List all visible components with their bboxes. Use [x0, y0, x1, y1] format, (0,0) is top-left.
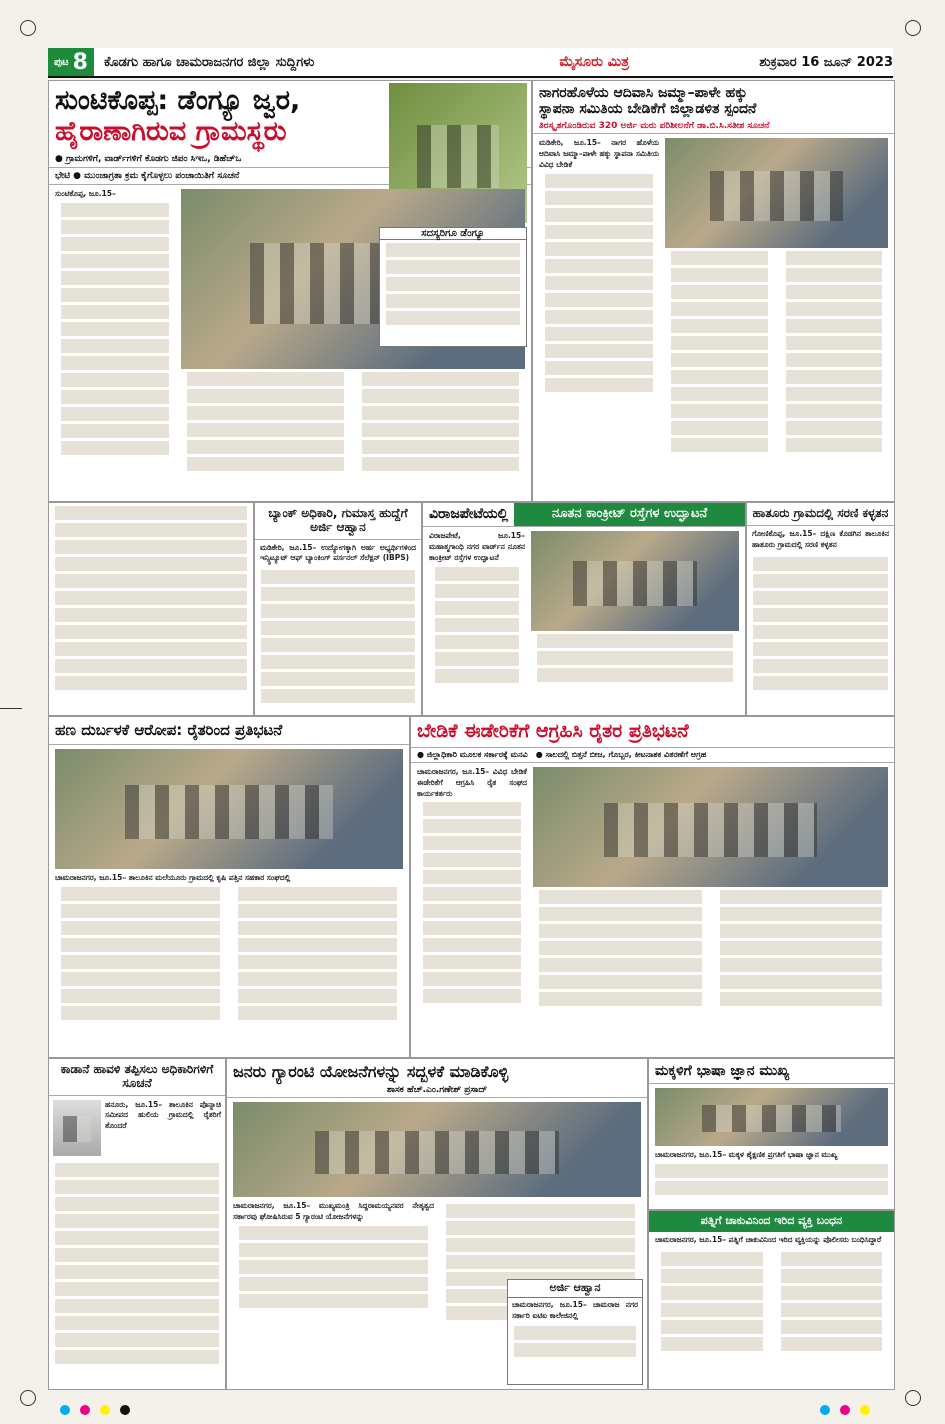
notice-dateline: ಚಾಮರಾಜನಗರ, ಜೂ.15– ಚಾಮರಾಜ ನಗರ ಸರ್ಕಾರಿ ಐಟಿಐ ಕಾಲೇಜಿನಲ್ಲಿ [512, 1299, 638, 1320]
color-swatch [840, 1405, 850, 1415]
headline-part-b: ಹೈರಾಣಾಗಿರುವ ಗ್ರಾಮಸ್ಥರು [55, 116, 287, 148]
portrait-photo [53, 1100, 101, 1156]
article-dateline: ಸುಂಟಿಕೊಪ್ಪ, ಜೂ.15– [55, 189, 116, 199]
notice-heading: ಅರ್ಜಿ ಆಹ್ವಾನ [508, 1280, 642, 1298]
article-headline: ಬೇಡಿಕೆ ಈಡೇರಿಕೆಗೆ ಆಗ್ರಹಿಸಿ ರೈತರ ಪ್ರತಿಭಟನೆ [411, 717, 894, 748]
color-swatch [120, 1405, 130, 1415]
article-headline: ಪತ್ನಿಗೆ ಚಾಕುವಿನಿಂದ ಇರಿದ ವ್ಯಕ್ತಿ ಬಂಧನ [649, 1211, 894, 1232]
crop-line [0, 708, 22, 709]
color-swatch [860, 1405, 870, 1415]
article-dateline: ಚಾಮರಾಜನಗರ, ಜೂ.15– ಮಕ್ಕಳ ಶೈಕ್ಷಣಿಕ ಪ್ರಗತಿಗೆ ಭಾಷಾ ಜ್ಞಾನ ಮುಖ್ಯ [655, 1150, 838, 1160]
bullet-line: ● ಸಾಲದಲ್ಲಿ ಬಿತ್ತನೆ ಬೀಜ, ಗೊಬ್ಬರ, ಕೀಟನಾಶಕ ವಿತರಣೆಗೆ ಆಗ್ರಹ [535, 749, 707, 759]
article-headline: ಜನರು ಗ್ಯಾರಂಟಿ ಯೋಜನೆಗಳನ್ನು ಸದ್ಬಳಕೆ ಮಾಡಿಕೊಳ್ಳಿ [233, 1062, 509, 1081]
article-farmer-protest [410, 716, 895, 1058]
inset-heading: ಸದಸ್ಯರಿಗೂ ಡೆಂಗ್ಯೂ [380, 228, 526, 240]
headline-part-b: ನೂತನ ಕಾಂಕ್ರೀಟ್ ರಸ್ತೆಗಳ ಉದ್ಘಾಟನೆ [514, 503, 745, 526]
school-photo [655, 1088, 888, 1146]
article-headline: ಬ್ಯಾಂಕ್ ಅಧಿಕಾರಿ, ಗುಮಾಸ್ತ ಹುದ್ದೆಗೆ ಅರ್ಜಿ ಆಹ್ವಾನ [255, 503, 421, 540]
article-dateline: ಹನೂರು, ಜೂ.15– ತಾಲೂಕಿನ ಪೊನ್ನಾಚಿ ಸಮೀಪದ ಹುಲಿಯ ಗ್ರಾಮದಲ್ಲಿ ರೈತರಿಗೆ ತೊಂದರೆ [105, 1099, 221, 1131]
article-dateline: ವಿರಾಜಪೇಟೆ, ಜೂ.15– ಮಹಾತ್ಮಗಾಂಧಿ ನಗರ ವಾರ್ಡ್‌ನ ನೂತನ ಕಾಂಕ್ರೀಟ್ ರಸ್ತೆಗಳ ಉದ್ಘಾಟನೆ [429, 530, 525, 562]
page-number-badge [48, 48, 94, 76]
article-bank-jobs [254, 502, 422, 716]
page-number: 8 [72, 49, 88, 75]
article-dateline: ಚಾಮರಾಜನಗರ, ಜೂ.15– ತಾಲೂಕಿನ ಮಲೆಯೂರು ಗ್ರಾಮದಲ್ಲಿ ಕೃಷಿ ಪತ್ತಿನ ಸಹಕಾರ ಸಂಘದಲ್ಲಿ [55, 873, 291, 883]
color-swatch [100, 1405, 110, 1415]
article-headline: ಕಾಡಾನೆ ಹಾವಳಿ ತಪ್ಪಿಸಲು ಅಧಿಕಾರಿಗಳಿಗೆ ಸೂಚನೆ [49, 1059, 225, 1096]
page-header [48, 48, 893, 78]
registration-mark [905, 1390, 921, 1406]
headline-part-b: ಸ್ಥಾಪನಾ ಸಮಿತಿಯ ಬೇಡಿಕೆಗೆ ಜಿಲ್ಲಾಡಳಿತ ಸ್ಪಂದನೆ [539, 101, 757, 118]
article-dateline: ಚಾಮರಾಜನಗರ, ಜೂ.15– ಮುಖ್ಯಮಂತ್ರಿ ಸಿದ್ದರಾಮಯ್ಯನವರ ನೇತೃತ್ವದ ಸರ್ಕಾರವು ಘೋಷಿಸಿರುವ 5 ಗ್ಯಾರಂಟಿ ಯೋಜನೆಗಳನ್ನು [233, 1201, 434, 1222]
article-byline: ಶಾಸಕ ಹೆಚ್.ಎಂ.ಗಣೇಶ್ ಪ್ರಸಾದ್ [227, 1085, 647, 1098]
color-swatch [820, 1405, 830, 1415]
article-dateline: ಚಾಮರಾಜನಗರ, ಜೂ.15– ವಿವಿಧ ಬೇಡಿಕೆ ಈಡೇರಿಕೆಗೆ ಆಗ್ರಹಿಸಿ ರೈತ ಸಂಘದ ಕಾರ್ಯಕರ್ತರು [417, 766, 527, 798]
color-swatch [60, 1405, 70, 1415]
article-dateline: ಗೋಣಿಕೊಪ್ಪ, ಜೂ.15– ದಕ್ಷಿಣ ಕೊಡಗಿನ ತಾಲೂಕಿನ ಹಾತೂರು ಗ್ರಾಮದಲ್ಲಿ ಸರಣಿ ಕಳ್ಳತನ [752, 528, 889, 549]
event-photo [233, 1102, 641, 1197]
inauguration-photo [531, 531, 739, 631]
article-fund-misuse [48, 716, 410, 1058]
paper-name: ಮೈಸೂರು ಮಿತ್ರ [559, 54, 630, 70]
notice-box [507, 1279, 643, 1385]
article-headline: ಹಾತೂರು ಗ್ರಾಮದಲ್ಲಿ ಸರಣಿ ಕಳ್ಳತನ [747, 503, 894, 526]
article-headline: ಮಕ್ಕಳಿಗೆ ಭಾಷಾ ಜ್ಞಾನ ಮುಖ್ಯ [649, 1059, 894, 1084]
protest-photo [55, 749, 403, 869]
article-stabbing-arrest [648, 1210, 895, 1390]
article-nagarahole [532, 80, 895, 502]
article-language-skill [648, 1058, 895, 1210]
farmers-photo [533, 767, 888, 887]
article-hatur-theft [746, 502, 895, 716]
article-virajpet-roads [422, 502, 746, 716]
issue-date: ಶುಕ್ರವಾರ 16 ಜೂನ್ 2023 [759, 54, 893, 70]
bullet-line: ಭೇಟಿ ● ಮುಂಜಾಗ್ರತಾ ಕ್ರಮ ಕೈಗೊಳ್ಳಲು ಪಂಚಾಯಿತಿಗೆ ಸೂಚನೆ [49, 168, 531, 185]
headline-part-a: ವಿರಾಜಪೇಟೆಯಲ್ಲಿ [429, 506, 509, 523]
bullet-line: ● ಜಿಲ್ಲಾಧಿಕಾರಿ ಮೂಲಕ ಸರ್ಕಾರಕ್ಕೆ ಮನವಿ [417, 749, 528, 759]
subheading: ತಿರಸ್ಕೃತಗೊಂಡಿರುವ 320 ಅರ್ಜಿ ಮರು ಪರಿಶೀಲನೆಗೆ ಡಾ.ಬಿ.ಸಿ.ಸತೀಶ ಸೂಚನೆ [533, 119, 894, 134]
page-label: ಪುಟ [54, 56, 69, 68]
inset-box [379, 227, 527, 347]
article-continuation [48, 502, 254, 716]
headline-part-a: ನಾಗರಹೊಳೆಯ ಆದಿವಾಸಿ ಜಮ್ಮಾ–ಪಾಳೇ ಹಕ್ಕು [539, 85, 748, 101]
article-dateline: ಚಾಮರಾಜನಗರ, ಜೂ.15– ಪತ್ನಿಗೆ ಚಾಕುವಿನಿಂದ ಇರಿದ ವ್ಯಕ್ತಿಯನ್ನು ಪೊಲೀಸರು ಬಂಧಿಸಿದ್ದಾರೆ [655, 1234, 882, 1244]
registration-mark [20, 1390, 36, 1406]
article-dateline: ಮಡಿಕೇರಿ, ಜೂ.15– ನಾಗರ ಹೊಳೆಯ ಆದಿವಾಸಿ ಜಮ್ಮಾ–ಪಾಳೇ ಹಕ್ಕು ಸ್ಥಾಪನಾ ಸಮಿತಿಯ ವಿವಿಧ ಬೇಡಿಕೆ [539, 138, 659, 169]
article-guarantee-schemes [226, 1058, 648, 1390]
color-swatch [80, 1405, 90, 1415]
article-headline: ಹಣ ದುರ್ಬಳಕೆ ಆರೋಪ: ರೈತರಿಂದ ಪ್ರತಿಭಟನೆ [49, 717, 409, 745]
registration-mark [905, 20, 921, 36]
registration-mark [20, 20, 36, 36]
district-title: ಕೊಡಗು ಹಾಗೂ ಚಾಮರಾಜನಗರ ಜಿಲ್ಲಾ ಸುದ್ದಿಗಳು [103, 54, 315, 70]
headline-part-a: ಸುಂಟಿಕೊಪ್ಪ: ಡೆಂಗ್ಯೂ ಜ್ವರ, [55, 85, 301, 116]
meeting-photo [665, 138, 888, 248]
article-elephant-menace [48, 1058, 226, 1390]
bullet-line: ● ಗ್ರಾಮಗಳಿಗೆ, ವಾರ್ಡ್‌ಗಳಿಗೆ ಕೊಡಗು ಜಿಪಂ ಸಿಇಒ, ಡಿಹೆಚ್‌ಒ [49, 151, 531, 168]
article-dateline: ಮಡಿಕೇರಿ, ಜೂ.15– ಉದ್ಯೋಗಕ್ಕಾಗಿ ಅರ್ಹ ಅಭ್ಯರ್ಥಿಗಳಿಂದ ಇನ್ಸ್ಟಿಟ್ಯೂಟ್ ಆಫ್ ಬ್ಯಾಂಕಿಂಗ್ ಪರ್ಸನಲ್ ಸೆಲೆಕ್ಷನ್ (IBPS) [260, 542, 416, 563]
article-suntikoppa-dengue [48, 80, 532, 502]
